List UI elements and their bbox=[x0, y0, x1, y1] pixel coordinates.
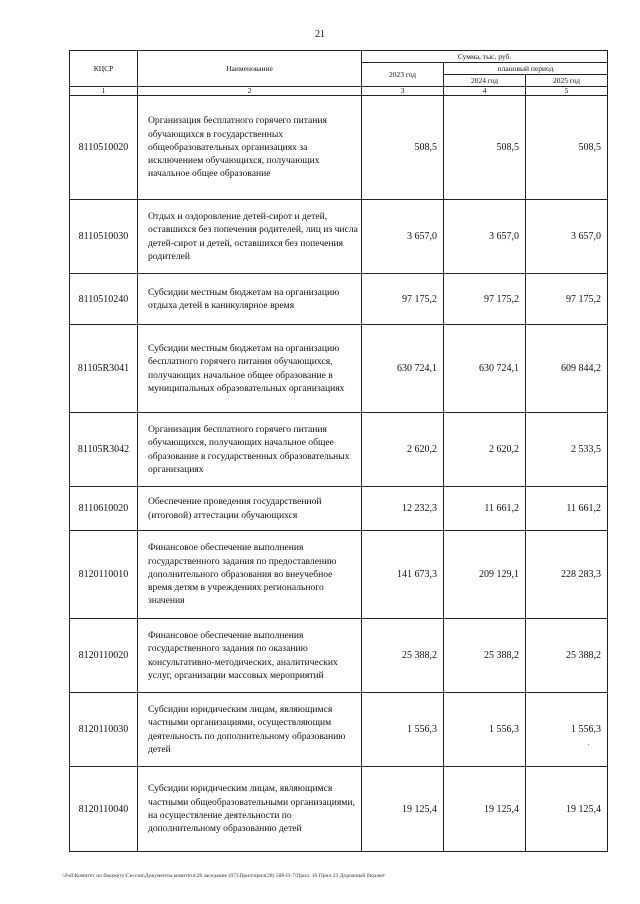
row-amount-2024: 19 125,4 bbox=[444, 767, 526, 852]
table-row bbox=[70, 274, 608, 325]
row-amount-2023: 97 175,2 bbox=[362, 274, 444, 325]
row-code: 81105R3042 bbox=[70, 413, 138, 487]
column-number: 1 bbox=[70, 87, 138, 96]
header-sum: Сумма, тыс. руб. bbox=[362, 51, 608, 63]
row-amount-2024: 2 620,2 bbox=[444, 413, 526, 487]
row-name: Субсидии юридическим лицам, являющимся частными общеобразовательными организациями, на осуществление деятельности по дополнительному образованию детей bbox=[138, 767, 362, 852]
row-code: 8120110030 bbox=[70, 693, 138, 767]
row-amount-2023: 25 388,2 bbox=[362, 619, 444, 693]
row-name: Субсидии юридическим лицам, являющимся частными организациями, осуществляющим деятельность по дополнительному образованию детей bbox=[138, 693, 362, 767]
row-amount-2024: 11 661,2 bbox=[444, 487, 526, 531]
row-amount-2023: 2 620,2 bbox=[362, 413, 444, 487]
table-row bbox=[70, 693, 608, 767]
header-year-2025: 2025 год bbox=[526, 75, 608, 87]
table-row bbox=[70, 767, 608, 852]
row-amount-2025: 25 388,2 bbox=[526, 619, 608, 693]
row-amount-2024: 1 556,3 bbox=[444, 693, 526, 767]
row-amount-2025: 508,5 bbox=[526, 96, 608, 200]
table-row bbox=[70, 413, 608, 487]
page-number: 21 bbox=[315, 29, 325, 40]
row-amount-2025: 11 661,2 bbox=[526, 487, 608, 531]
row-amount-2025: 3 657,0 bbox=[526, 200, 608, 274]
row-code: 8110510020 bbox=[70, 96, 138, 200]
column-number: 3 bbox=[362, 87, 444, 96]
row-amount-2024: 209 129,1 bbox=[444, 531, 526, 619]
row-amount-2023: 19 125,4 bbox=[362, 767, 444, 852]
row-name: Финансовое обеспечение выполнения государственного задания по оказанию консультативно-методических, аналитических услуг, организации массовых мероприятий bbox=[138, 619, 362, 693]
row-code: 8120110010 bbox=[70, 531, 138, 619]
row-amount-2023: 630 724,1 bbox=[362, 325, 444, 413]
row-name: Организация бесплатного горячего питания обучающихся в государственных общеобразовательных организациях за исключением обучающихся, получающих начальное общее образование bbox=[138, 96, 362, 200]
row-amount-2024: 3 657,0 bbox=[444, 200, 526, 274]
header-year-2023: 2023 год bbox=[362, 63, 444, 87]
row-name: Обеспечение проведения государственной (итоговой) аттестации обучающихся bbox=[138, 487, 362, 531]
header-code: КЦСР bbox=[70, 51, 138, 87]
header-name: Наименование bbox=[138, 51, 362, 87]
row-amount-2023: 12 232,3 bbox=[362, 487, 444, 531]
row-amount-2024: 25 388,2 bbox=[444, 619, 526, 693]
scan-dot bbox=[588, 744, 589, 745]
header-year-2024: 2024 год bbox=[444, 75, 526, 87]
row-amount-2025: 97 175,2 bbox=[526, 274, 608, 325]
row-name: Субсидии местным бюджетам на организацию отдыха детей в каникулярное время bbox=[138, 274, 362, 325]
row-name: Финансовое обеспечение выполнения государственного задания по предоставлению дополнительного образования во внеучебное время детям в учреждениях регионального значения bbox=[138, 531, 362, 619]
row-amount-2025: 1 556,3 bbox=[526, 693, 608, 767]
row-code: 8120110040 bbox=[70, 767, 138, 852]
row-code: 8110610020 bbox=[70, 487, 138, 531]
row-name: Организация бесплатного горячего питания обучающихся, получающих начальное общее образование в государственных образовательных организациях bbox=[138, 413, 362, 487]
row-amount-2025: 228 283,3 bbox=[526, 531, 608, 619]
budget-table bbox=[69, 50, 608, 852]
row-amount-2023: 3 657,0 bbox=[362, 200, 444, 274]
column-number: 2 bbox=[138, 87, 362, 96]
footer-file-path: \\Fs0\Комитет по бюджету\Сессии\Документы комитета\28 заседание (07)\Прил\прил(28) 508-П-7\Прил. 16 Прил 23 Дорожный бюджет bbox=[62, 873, 386, 879]
row-code: 8120110020 bbox=[70, 619, 138, 693]
row-amount-2023: 508,5 bbox=[362, 96, 444, 200]
table-row bbox=[70, 531, 608, 619]
row-amount-2025: 609 844,2 bbox=[526, 325, 608, 413]
header-planning-period: плановый период bbox=[444, 63, 608, 75]
column-number: 4 bbox=[444, 87, 526, 96]
table-row bbox=[70, 619, 608, 693]
row-amount-2024: 630 724,1 bbox=[444, 325, 526, 413]
table-row bbox=[70, 96, 608, 200]
row-code: 8110510240 bbox=[70, 274, 138, 325]
table-row bbox=[70, 200, 608, 274]
table-row bbox=[70, 325, 608, 413]
row-amount-2023: 1 556,3 bbox=[362, 693, 444, 767]
row-code: 81105R3041 bbox=[70, 325, 138, 413]
row-amount-2024: 508,5 bbox=[444, 96, 526, 200]
table-row bbox=[70, 487, 608, 531]
row-amount-2025: 19 125,4 bbox=[526, 767, 608, 852]
row-code: 8110510030 bbox=[70, 200, 138, 274]
row-amount-2023: 141 673,3 bbox=[362, 531, 444, 619]
row-name: Отдых и оздоровление детей-сирот и детей, оставшихся без попечения родителей, лиц из числа детей-сирот и детей, оставшихся без попечения родителей bbox=[138, 200, 362, 274]
row-amount-2024: 97 175,2 bbox=[444, 274, 526, 325]
row-amount-2025: 2 533,5 bbox=[526, 413, 608, 487]
column-number: 5 bbox=[526, 87, 608, 96]
row-name: Субсидии местным бюджетам на организацию бесплатного горячего питания обучающихся, получающих начальное общее образование в муниципальных образовательных организациях bbox=[138, 325, 362, 413]
